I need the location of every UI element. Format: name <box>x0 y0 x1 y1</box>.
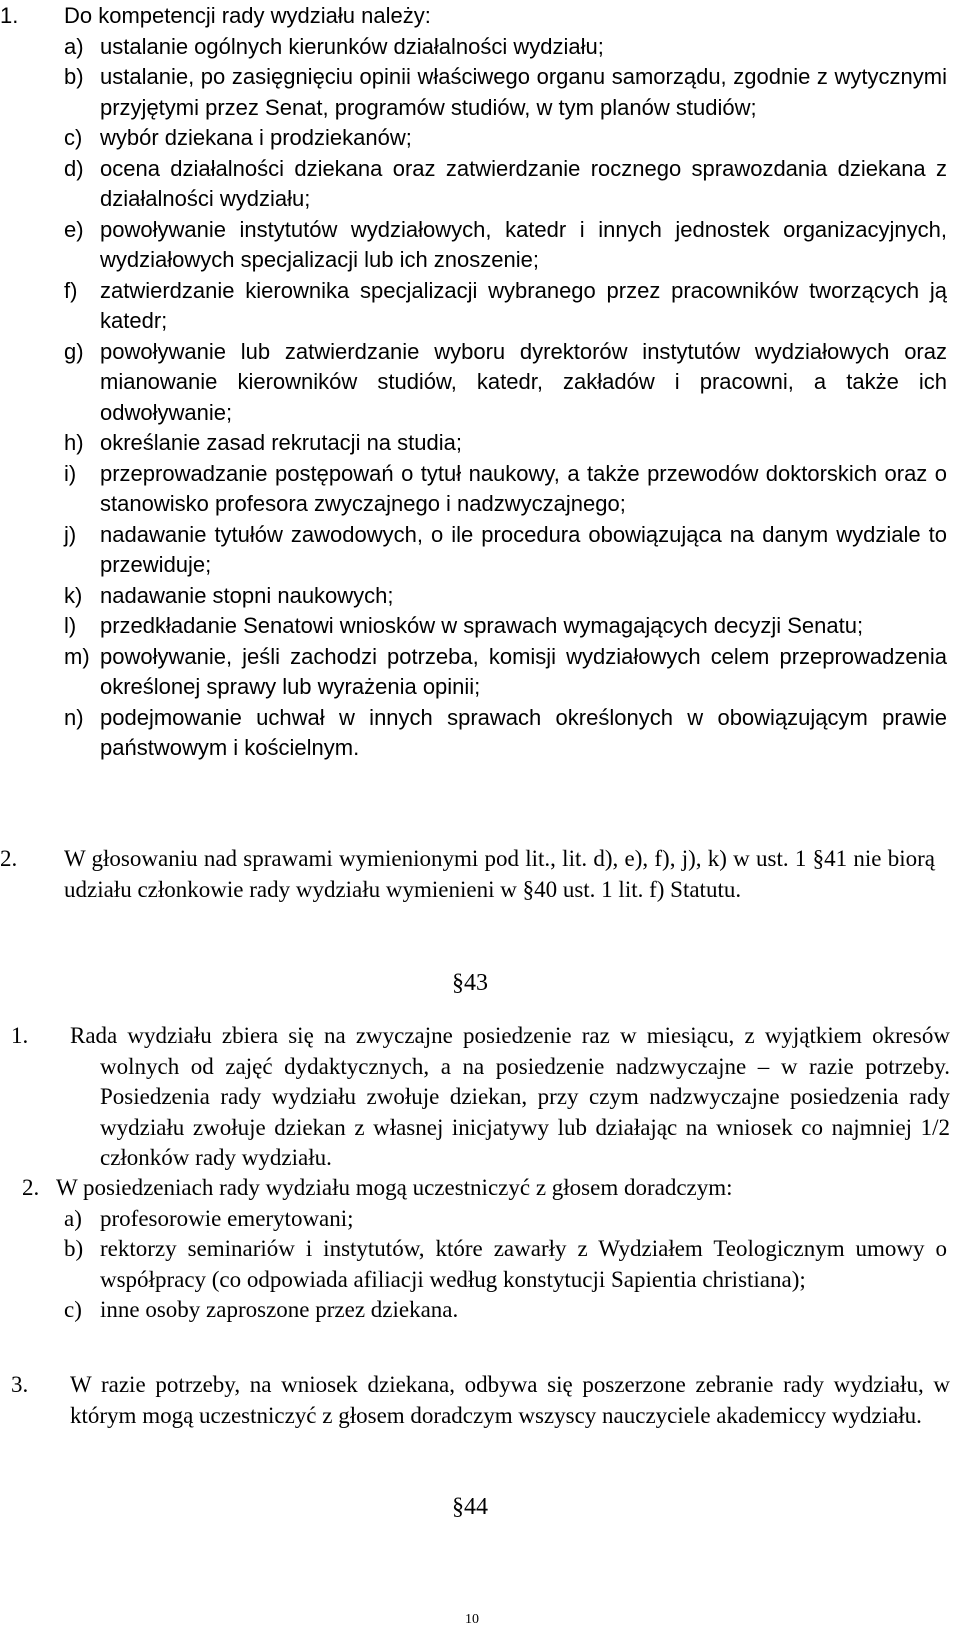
list-item-text: zatwierdzanie kierownika specjalizacji wybranego przez pracowników tworzących ją katedr; <box>100 277 947 333</box>
list-item <box>0 215 960 276</box>
list-item-label: c) <box>64 1297 82 1322</box>
advisory-list <box>0 1204 960 1326</box>
paragraph-intro: W posiedzeniach rady wydziału mogą uczestniczyć z głosem doradczym: <box>56 1175 733 1200</box>
list-item <box>0 1295 960 1326</box>
paragraph-43-3 <box>0 1370 960 1431</box>
competence-list <box>0 32 960 764</box>
list-item-text: przeprowadzanie postępowań o tytuł naukowy, a także przewodów doktorskich oraz o stanowisko profesora zwyczajnego i nadzwyczajnego; <box>100 460 947 516</box>
paragraph-number: 2. <box>22 1175 40 1200</box>
list-item-text: wybór dziekana i prodziekanów; <box>100 125 412 150</box>
paragraph-intro: Do kompetencji rady wydziału należy: <box>64 3 431 28</box>
paragraph-text: Rada wydziału zbiera się na zwyczajne posiedzenie raz w miesiącu, z wyjątkiem okresów wolnych od zajęć dydaktycznych, a na posiedzenie nadzwyczajne – w razie potrzeby. Posiedzenia rady wydziału zwołuje dziekan, przy czym nadzwyczajne posiedzenia rady wydziału zwołuje dziekan z własnej inicjatywy lub działając na wniosek co najmniej 1/2 członków rady wydziału. <box>70 1023 950 1170</box>
list-item <box>0 520 960 581</box>
list-item-label: l) <box>64 613 77 638</box>
list-item-label: c) <box>64 125 83 150</box>
paragraph-number: 1. <box>0 3 19 28</box>
list-item-label: a) <box>64 33 84 59</box>
list-item <box>0 32 960 63</box>
list-item-label: k) <box>64 582 83 608</box>
section-heading-43: §43 <box>452 970 488 996</box>
list-item <box>0 154 960 215</box>
list-item-label: d) <box>64 155 84 181</box>
paragraph-43-2 <box>0 1173 960 1326</box>
paragraph-42-2 <box>0 844 960 905</box>
section-heading-44: §44 <box>452 1494 488 1520</box>
list-item-label: b) <box>64 64 84 89</box>
list-item <box>0 1204 960 1235</box>
list-item-text: nadawanie stopni naukowych; <box>100 582 394 608</box>
list-item-text: rektorzy seminariów i instytutów, które zawarły z Wydziałem Teologicznym umowy o współpracy (co odpowiada afiliacji według konstytucji Sapientia christiana); <box>100 1236 947 1292</box>
paragraph-43-1 <box>0 1021 960 1174</box>
list-item <box>0 62 960 123</box>
paragraph-number: 2. <box>0 846 18 871</box>
list-item-text: ustalanie, po zasięgnięciu opinii właściwego organu samorządu, zgodnie z wytycznymi przyjętymi przez Senat, programów studiów, w tym planów studiów; <box>100 64 947 120</box>
list-item-text: powoływanie, jeśli zachodzi potrzeba, komisji wydziałowych celem przeprowadzenia określonej sprawy lub wyrażenia opinii; <box>100 643 947 699</box>
list-item-label: a) <box>64 1205 82 1231</box>
list-item <box>0 642 960 703</box>
list-item-label: b) <box>64 1236 84 1261</box>
list-item <box>0 1234 960 1295</box>
list-item-text: ustalanie ogólnych kierunków działalności wydziału; <box>100 33 604 59</box>
paragraph-number: 3. <box>11 1372 29 1397</box>
list-item-text: ocena działalności dziekana oraz zatwierdzanie rocznego sprawozdania dziekana z działalności wydziału; <box>100 155 947 211</box>
paragraph-text: W razie potrzeby, na wniosek dziekana, odbywa się poszerzone zebranie rady wydziału, w którym mogą uczestniczyć z głosem doradczym wszyscy nauczyciele akademiccy wydziału. <box>70 1372 950 1428</box>
list-item <box>0 123 960 154</box>
paragraph-42-1 <box>0 1 960 764</box>
paragraph-number: 1. <box>11 1023 29 1048</box>
list-item-label: j) <box>64 521 77 547</box>
list-item <box>0 703 960 764</box>
list-item-text: powoływanie instytutów wydziałowych, katedr i innych jednostek organizacyjnych, wydziałowych specjalizacji lub ich znoszenie; <box>100 216 947 272</box>
list-item-label: h) <box>64 430 84 455</box>
list-item-label: f) <box>64 277 78 303</box>
list-item-text: powoływanie lub zatwierdzanie wyboru dyrektorów instytutów wydziałowych oraz mianowanie kierowników studiów, katedr, zakładów i pracowni, a także ich odwoływanie; <box>100 338 947 425</box>
list-item-text: inne osoby zaproszone przez dziekana. <box>100 1297 459 1322</box>
list-item-label: g) <box>64 338 84 364</box>
list-item-label: n) <box>64 704 84 730</box>
list-item-label: e) <box>64 216 84 242</box>
list-item <box>0 581 960 612</box>
list-item <box>0 276 960 337</box>
list-item-text: podejmowanie uchwał w innych sprawach określonych w obowiązującym prawie państwowym i kościelnym. <box>100 704 947 760</box>
page-number: 10 <box>465 1612 479 1627</box>
list-item <box>0 459 960 520</box>
list-item <box>0 428 960 459</box>
list-item-text: nadawanie tytułów zawodowych, o ile procedura obowiązująca na danym wydziale to przewiduje; <box>100 521 947 577</box>
list-item <box>0 611 960 642</box>
list-item-label: m) <box>64 643 90 669</box>
list-item-text: przedkładanie Senatowi wniosków w sprawach wymagających decyzji Senatu; <box>100 613 864 638</box>
list-item-text: określanie zasad rekrutacji na studia; <box>100 430 462 455</box>
paragraph-text: W głosowaniu nad sprawami wymienionymi pod lit., lit. d), e), f), j), k) w ust. 1 §41 nie biorą udziału członkowie rady wydziału wymienieni w §40 ust. 1 lit. f) Statutu. <box>64 846 935 902</box>
list-item-text: profesorowie emerytowani; <box>100 1205 354 1231</box>
list-item-label: i) <box>64 460 77 486</box>
list-item <box>0 337 960 429</box>
